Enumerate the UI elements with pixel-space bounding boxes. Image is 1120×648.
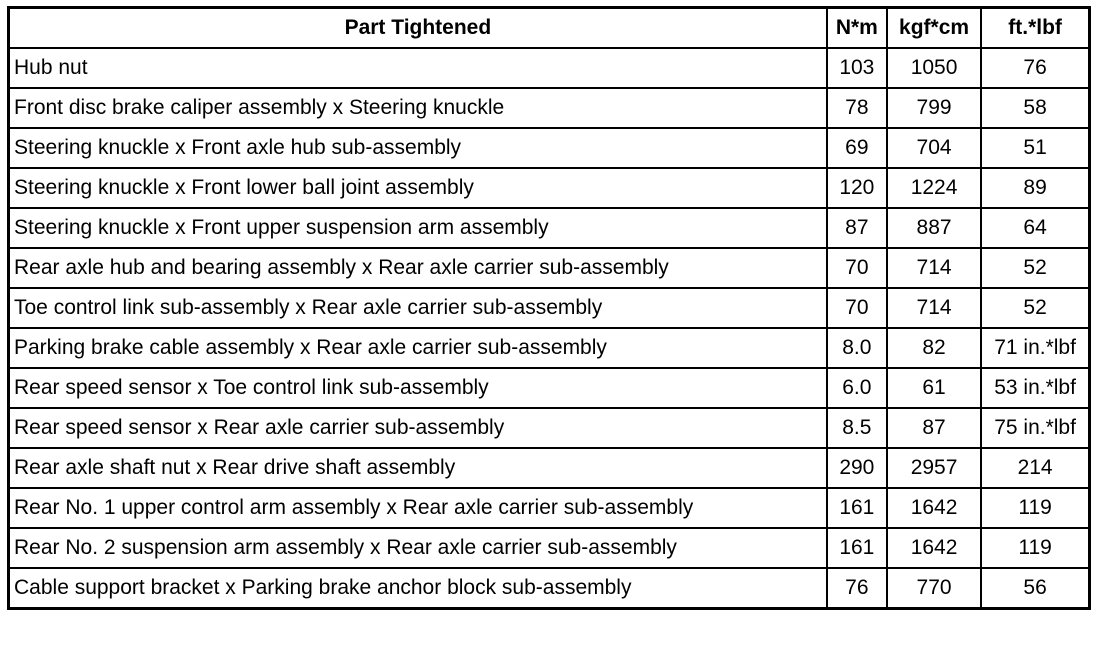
cell-newton-meter: 103: [827, 48, 887, 88]
cell-kgf-cm: 82: [887, 328, 981, 368]
cell-part-tightened: Toe control link sub-assembly x Rear axle carrier sub-assembly: [9, 288, 827, 328]
cell-part-tightened: Steering knuckle x Front axle hub sub-assembly: [9, 128, 827, 168]
table-row: [9, 528, 1090, 568]
cell-newton-meter: 70: [827, 288, 887, 328]
header-newton-meter: N*m: [827, 8, 887, 49]
cell-kgf-cm: 61: [887, 368, 981, 408]
cell-ft-lbf: 64: [981, 208, 1089, 248]
table-row: [9, 288, 1090, 328]
table-row: [9, 208, 1090, 248]
cell-newton-meter: 76: [827, 568, 887, 609]
cell-ft-lbf: 51: [981, 128, 1089, 168]
cell-newton-meter: 120: [827, 168, 887, 208]
cell-part-tightened: Rear No. 2 suspension arm assembly x Rear axle carrier sub-assembly: [9, 528, 827, 568]
table-row: [9, 448, 1090, 488]
cell-part-tightened: Cable support bracket x Parking brake anchor block sub-assembly: [9, 568, 827, 609]
cell-newton-meter: 8.5: [827, 408, 887, 448]
cell-newton-meter: 6.0: [827, 368, 887, 408]
table-row: [9, 408, 1090, 448]
cell-part-tightened: Rear No. 1 upper control arm assembly x Rear axle carrier sub-assembly: [9, 488, 827, 528]
cell-ft-lbf: 119: [981, 488, 1089, 528]
cell-newton-meter: 290: [827, 448, 887, 488]
table-row: [9, 328, 1090, 368]
table-row: [9, 88, 1090, 128]
cell-ft-lbf: 214: [981, 448, 1089, 488]
cell-kgf-cm: 1224: [887, 168, 981, 208]
table-header-row: [9, 8, 1090, 49]
table-row: [9, 568, 1090, 609]
table-row: [9, 248, 1090, 288]
cell-kgf-cm: 1642: [887, 528, 981, 568]
cell-kgf-cm: 714: [887, 248, 981, 288]
cell-ft-lbf: 119: [981, 528, 1089, 568]
cell-kgf-cm: 799: [887, 88, 981, 128]
header-part-tightened: Part Tightened: [9, 8, 827, 49]
cell-newton-meter: 161: [827, 528, 887, 568]
cell-part-tightened: Front disc brake caliper assembly x Steering knuckle: [9, 88, 827, 128]
cell-kgf-cm: 2957: [887, 448, 981, 488]
cell-ft-lbf: 56: [981, 568, 1089, 609]
header-kgf-cm: kgf*cm: [887, 8, 981, 49]
table-row: [9, 488, 1090, 528]
cell-newton-meter: 78: [827, 88, 887, 128]
cell-part-tightened: Hub nut: [9, 48, 827, 88]
cell-ft-lbf: 76: [981, 48, 1089, 88]
cell-newton-meter: 8.0: [827, 328, 887, 368]
cell-kgf-cm: 887: [887, 208, 981, 248]
table-row: [9, 168, 1090, 208]
cell-kgf-cm: 1642: [887, 488, 981, 528]
cell-ft-lbf: 75 in.*lbf: [981, 408, 1089, 448]
cell-newton-meter: 87: [827, 208, 887, 248]
cell-newton-meter: 69: [827, 128, 887, 168]
cell-part-tightened: Steering knuckle x Front lower ball joint assembly: [9, 168, 827, 208]
cell-part-tightened: Parking brake cable assembly x Rear axle carrier sub-assembly: [9, 328, 827, 368]
table-row: [9, 48, 1090, 88]
table-row: [9, 128, 1090, 168]
cell-part-tightened: Rear speed sensor x Rear axle carrier sub-assembly: [9, 408, 827, 448]
cell-kgf-cm: 770: [887, 568, 981, 609]
cell-ft-lbf: 52: [981, 248, 1089, 288]
cell-part-tightened: Rear speed sensor x Toe control link sub-assembly: [9, 368, 827, 408]
header-ft-lbf: ft.*lbf: [981, 8, 1089, 49]
cell-newton-meter: 70: [827, 248, 887, 288]
cell-ft-lbf: 58: [981, 88, 1089, 128]
table-body: [9, 48, 1090, 609]
table-row: [9, 368, 1090, 408]
cell-ft-lbf: 71 in.*lbf: [981, 328, 1089, 368]
cell-part-tightened: Rear axle hub and bearing assembly x Rear axle carrier sub-assembly: [9, 248, 827, 288]
cell-part-tightened: Steering knuckle x Front upper suspension arm assembly: [9, 208, 827, 248]
cell-ft-lbf: 53 in.*lbf: [981, 368, 1089, 408]
cell-newton-meter: 161: [827, 488, 887, 528]
cell-part-tightened: Rear axle shaft nut x Rear drive shaft assembly: [9, 448, 827, 488]
cell-kgf-cm: 714: [887, 288, 981, 328]
cell-kgf-cm: 87: [887, 408, 981, 448]
cell-ft-lbf: 52: [981, 288, 1089, 328]
cell-kgf-cm: 704: [887, 128, 981, 168]
torque-spec-table: [7, 6, 1091, 610]
cell-ft-lbf: 89: [981, 168, 1089, 208]
cell-kgf-cm: 1050: [887, 48, 981, 88]
